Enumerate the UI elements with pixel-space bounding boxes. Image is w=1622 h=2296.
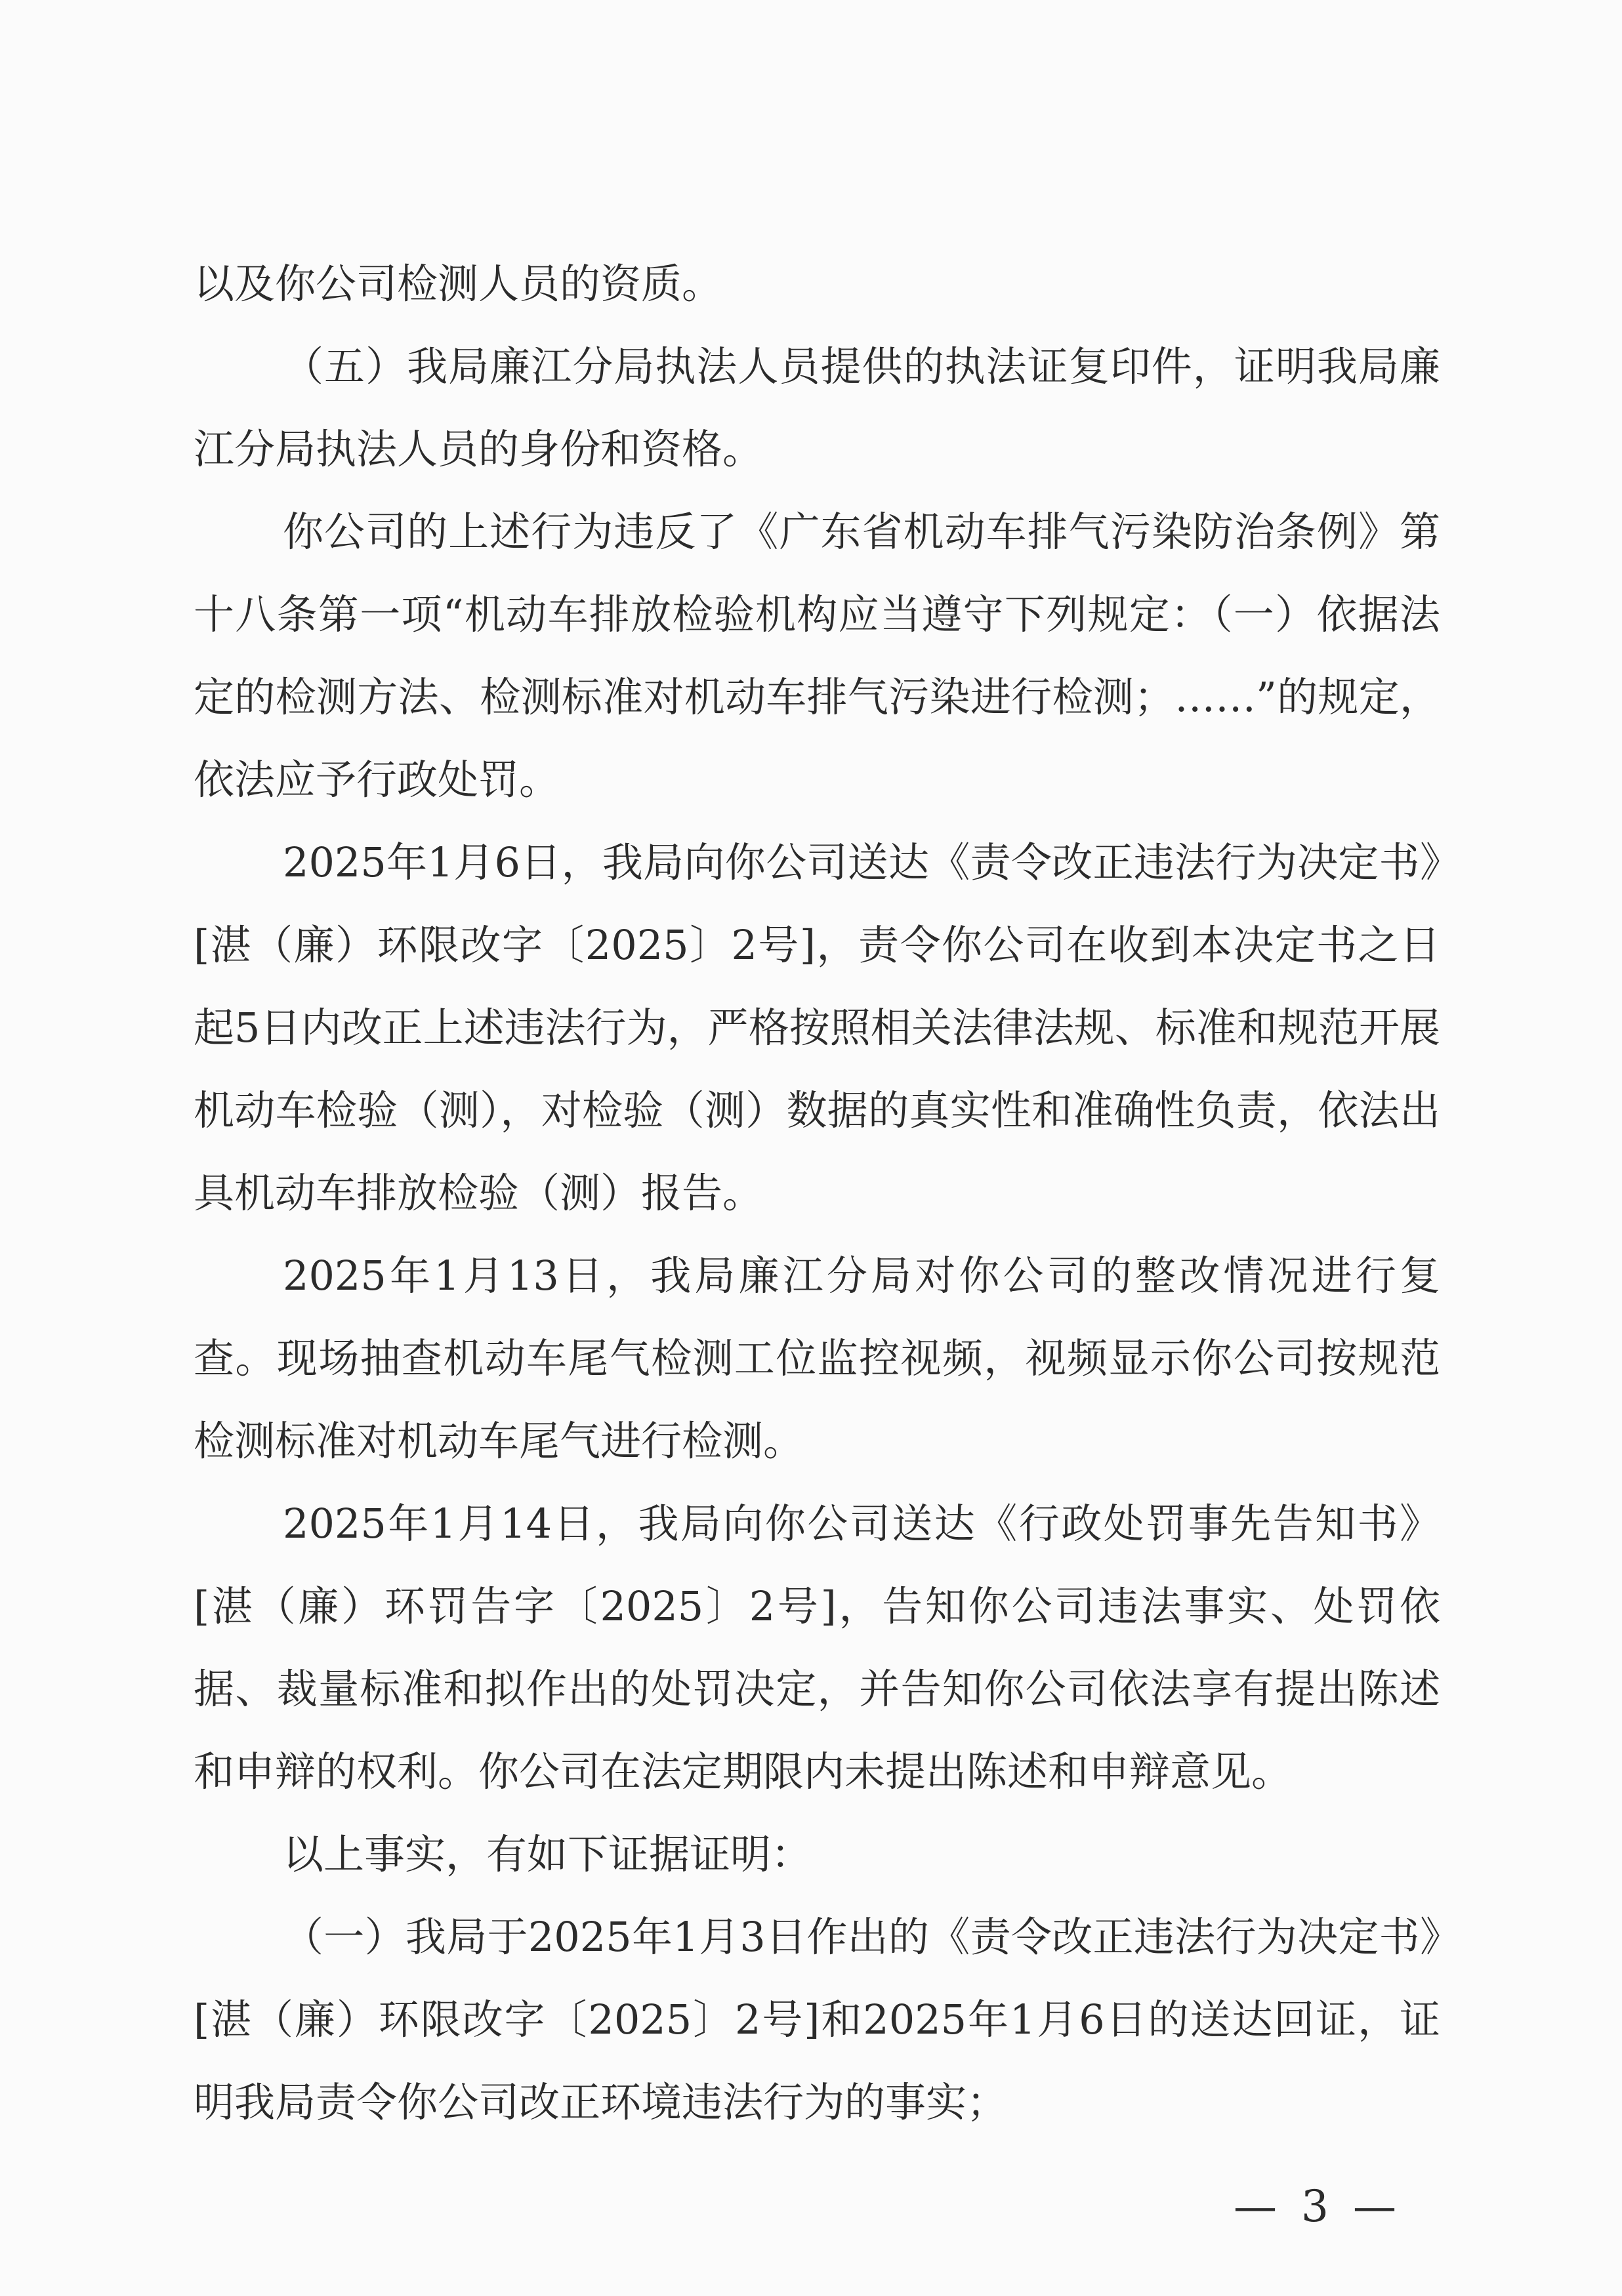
paragraph: 以上事实，有如下证据证明：	[283, 1830, 812, 1878]
body-text	[194, 243, 1440, 2144]
paragraph: 你公司的上述行为违反了《广东省机动车排气污染防治条例》第十八条第一项“机动车排放检验机构应当遵守下列规定：（一）依据法定的检测方法、检测标准对机动车排气污染进行检测；……”的规定，依法应予行政处罚。	[194, 508, 1440, 804]
page-number: — 3 —	[1234, 2181, 1402, 2232]
paragraph: （一）我局于2025年1月3日作出的《责令改正违法行为决定书》[湛（廉）环限改字〔2025〕2号]和2025年1月6日的送达回证，证明我局责令你公司改正环境违法行为的事实；	[194, 1913, 1440, 2126]
paragraph: 2025年1月6日，我局向你公司送达《责令改正违法行为决定书》[湛（廉）环限改字〔2025〕2号]，责令你公司在收到本决定书之日起5日内改正上述违法行为，严格按照相关法律法规、标准和规范开展机动车检验（测），对检验（测）数据的真实性和准确性负责，依法出具机动车排放检验（测）报告。	[194, 838, 1440, 1217]
paragraph: 2025年1月14日，我局向你公司送达《行政处罚事先告知书》[湛（廉）环罚告字〔2025〕2号]，告知你公司违法事实、处罚依据、裁量标准和拟作出的处罚决定，并告知你公司依法享有提出陈述和申辩的权利。你公司在法定期限内未提出陈述和申辩意见。	[194, 1500, 1440, 1795]
paragraph: 2025年1月13日，我局廉江分局对你公司的整改情况进行复查。现场抽查机动车尾气检测工位监控视频，视频显示你公司按规范检测标准对机动车尾气进行检测。	[194, 1252, 1440, 1465]
paragraph: 以及你公司检测人员的资质。	[194, 260, 723, 308]
paragraph: （五）我局廉江分局执法人员提供的执法证复印件，证明我局廉江分局执法人员的身份和资格。	[194, 342, 1440, 473]
